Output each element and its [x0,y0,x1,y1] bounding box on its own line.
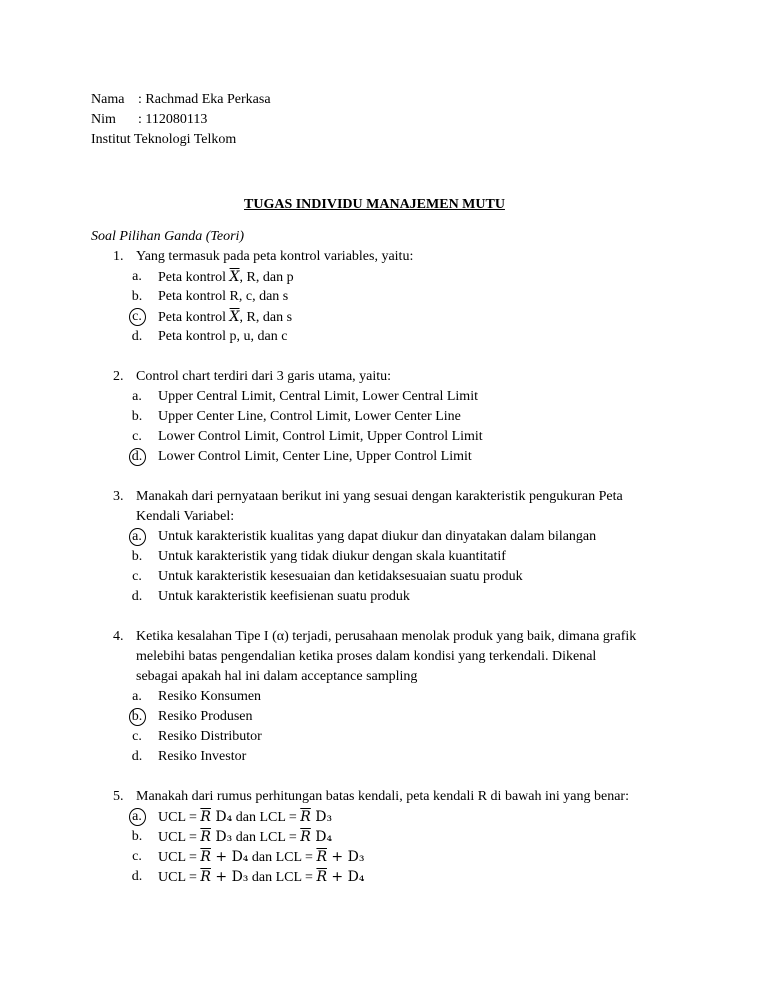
option-letter: d. [131,589,143,604]
question-number: 1. [113,249,124,264]
formula-part: + D₄ [210,849,249,865]
option-letter: d. [131,749,143,764]
r-bar-symbol: $\overline{R}$ [316,849,327,865]
selected-option-letter: a. [126,527,148,547]
r-bar-symbol: $\overline{R}$ [316,869,327,885]
section-label: Soal Pilihan Ganda (Teori) [91,229,245,244]
question-text: Ketika kesalahan Tipe I (α) terjadi, perusahaan menolak produk yang baik, dimana grafik [136,629,637,644]
option-text-main: Peta kontrol [158,310,230,325]
option-text [158,827,332,848]
option-text [158,267,294,288]
formula-part: D₄ [210,809,233,825]
option-text [158,567,523,587]
r-bar-symbol: $\overline{R}$ [200,809,211,825]
formula-part: D₃ [310,809,333,825]
formula-part: dan LCL = [248,850,317,865]
question-text: Kendali Variabel: [136,509,235,524]
option-letter: d. [131,869,143,884]
option-text-main: Upper Center Line, Control Limit, Lower Center Line [158,409,461,424]
option-text-main: Resiko Investor [158,749,247,764]
formula-part: UCL = [158,850,201,865]
option-text [158,307,292,328]
option-letter: a. [132,389,142,404]
option-letter: d. [131,329,143,344]
question-text: melebihi batas pengendalian ketika proses dalam kondisi yang terkendali. Dikenal [136,649,597,664]
name-label: Nama [91,92,125,107]
option-letter: a. [132,269,142,284]
option-text-main: Resiko Distributor [158,729,262,744]
option-text-main: Untuk karakteristik kesesuaian dan ketidaksesuaian suatu produk [158,569,523,584]
question-text: Yang termasuk pada peta kontrol variables, yaitu: [136,249,414,264]
option-letter: c. [132,849,142,864]
option-text [158,527,596,547]
option-letter: b. [131,289,143,304]
selected-option-letter: d. [126,447,148,467]
option-text [158,287,288,307]
formula-part: dan LCL = [232,810,301,825]
option-text-main: Untuk karakteristik kualitas yang dapat diukur dan dinyatakan dalam bilangan [158,529,597,544]
formula-part: + D₄ [326,869,365,885]
option-text [158,387,478,407]
option-text-main: Resiko Produsen [158,709,253,724]
option-text-main: Resiko Konsumen [158,689,262,704]
question-number: 2. [113,369,124,384]
option-text [158,427,483,447]
option-text [158,707,253,727]
question-number: 3. [113,489,124,504]
option-text-main: Untuk karakteristik keefisienan suatu produk [158,589,410,604]
option-text [158,747,246,767]
option-text [158,547,506,567]
r-bar-symbol: $\overline{R}$ [200,829,211,845]
x-bar-symbol: $\overline{X}$ [229,269,240,285]
formula-part: UCL = [158,830,201,845]
x-bar-symbol: $\overline{X}$ [229,309,240,325]
option-text [158,587,410,607]
selected-option-letter: b. [126,707,148,727]
selected-option-letter: c. [126,307,148,327]
name-line [91,90,271,110]
option-text [158,407,461,427]
document-title: TUGAS INDIVIDU MANAJEMEN MUTU [244,197,505,212]
formula-part: + D₃ [326,849,365,865]
r-bar-symbol: $\overline{R}$ [200,869,211,885]
institution: Institut Teknologi Telkom [91,132,237,147]
question-number: 4. [113,629,124,644]
option-letter: b. [131,829,143,844]
question-text: Manakah dari rumus perhitungan batas kendali, peta kendali R di bawah ini yang benar: [136,789,629,804]
option-letter: a. [132,689,142,704]
option-text-main: Peta kontrol R, c, dan s [158,289,289,304]
nim-value: : 112080113 [138,112,208,127]
option-text-main: Upper Central Limit, Central Limit, Lower Central Limit [158,389,478,404]
option-letter: c. [132,569,142,584]
option-text [158,327,287,347]
formula-part: + D₃ [210,869,249,885]
option-text-main: Untuk karakteristik yang tidak diukur dengan skala kuantitatif [158,549,506,564]
option-text [158,687,261,707]
option-letter: c. [132,729,142,744]
question-number: 5. [113,789,124,804]
option-text-main: Lower Control Limit, Control Limit, Upper Control Limit [158,429,483,444]
option-text-rest: , R, dan p [239,270,294,285]
option-text [158,807,332,828]
option-text [158,867,364,888]
question-text: sebagai apakah hal ini dalam acceptance sampling [136,669,418,684]
option-text [158,727,262,747]
option-text-rest: , R, dan s [239,310,293,325]
formula-part: UCL = [158,870,201,885]
selected-option-letter: a. [126,807,148,827]
nim-label: Nim [91,112,116,127]
formula-part: UCL = [158,810,201,825]
formula-part: D₃ [210,829,233,845]
option-text [158,847,364,868]
name-value: : Rachmad Eka Perkasa [138,92,271,107]
option-letter: b. [131,409,143,424]
formula-part: D₄ [310,829,333,845]
option-text-main: Peta kontrol p, u, dan c [158,329,288,344]
option-letter: b. [131,549,143,564]
option-text-main: Peta kontrol [158,270,230,285]
question-text: Manakah dari pernyataan berikut ini yang sesuai dengan karakteristik pengukuran Peta [136,489,623,504]
r-bar-symbol: $\overline{R}$ [300,809,311,825]
r-bar-symbol: $\overline{R}$ [300,829,311,845]
option-text [158,447,472,467]
option-letter: c. [132,429,142,444]
question-text: Control chart terdiri dari 3 garis utama, yaitu: [136,369,392,384]
option-text-main: Lower Control Limit, Center Line, Upper Control Limit [158,449,472,464]
r-bar-symbol: $\overline{R}$ [200,849,211,865]
nim-line [91,110,207,130]
formula-part: dan LCL = [232,830,301,845]
formula-part: dan LCL = [248,870,317,885]
